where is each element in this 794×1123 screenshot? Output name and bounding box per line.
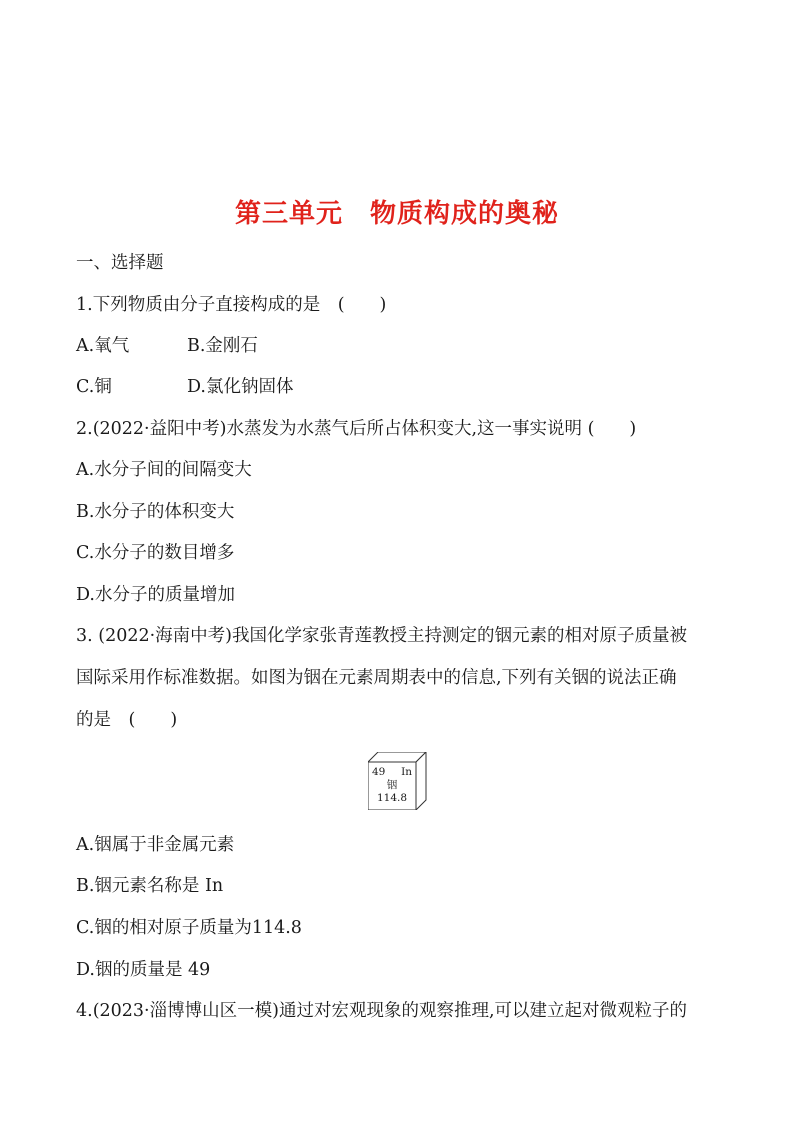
question-3-stem-line-2: 国际采用作标准数据。如图为铟在元素周期表中的信息,下列有关铟的说法正确: [76, 668, 677, 688]
question-2-option-b: B.水分子的体积变大: [76, 502, 235, 522]
element-symbol: In: [401, 766, 412, 778]
element-name: 铟: [386, 779, 398, 791]
question-1-option-a: A.氧气: [76, 336, 130, 356]
question-2-stem: 2.(2022·益阳中考)水蒸发为水蒸气后所占体积变大,这一事实说明 ( ): [76, 419, 637, 439]
question-1-option-b: B.金刚石: [187, 336, 258, 356]
question-3-option-d: D.铟的质量是 49: [76, 960, 211, 980]
question-2-option-c: C.水分子的数目增多: [76, 543, 235, 563]
question-1-option-c: C.铜: [76, 377, 112, 397]
question-3-option-c: C.铟的相对原子质量为114.8: [76, 918, 302, 938]
question-3-stem-line-3: 的是 ( ): [76, 710, 178, 730]
section-heading: 一、选择题: [76, 253, 164, 273]
element-atomic-number: 49: [372, 766, 386, 778]
question-2-option-a: A.水分子间的间隔变大: [76, 460, 252, 480]
question-3-option-a: A.铟属于非金属元素: [76, 835, 235, 855]
element-card: [368, 762, 416, 810]
question-2-option-d: D.水分子的质量增加: [76, 585, 235, 605]
question-3-option-b: B.铟元素名称是 In: [76, 876, 224, 896]
question-1-option-d: D.氯化钠固体: [187, 377, 294, 397]
question-1-stem: 1.下列物质由分子直接构成的是 ( ): [76, 295, 387, 315]
element-atomic-mass: 114.8: [376, 792, 408, 804]
page-title: 第三单元 物质构成的奥秘: [234, 199, 559, 229]
question-3-stem-line-1: 3. (2022·海南中考)我国化学家张青莲教授主持测定的铟元素的相对原子质量被: [76, 626, 688, 646]
question-4-stem: 4.(2023·淄博博山区一模)通过对宏观现象的观察推理,可以建立起对微观粒子的: [76, 1001, 688, 1021]
